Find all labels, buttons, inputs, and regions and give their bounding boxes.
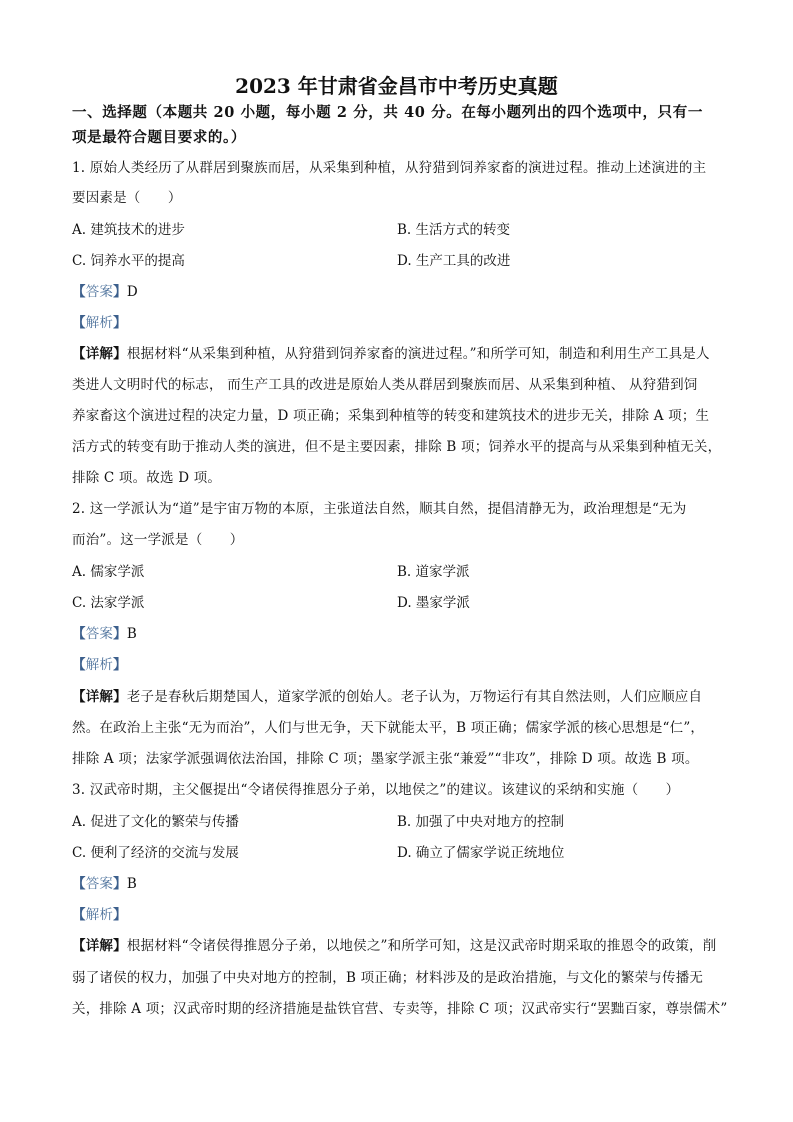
bracket-right: 】 [113, 876, 127, 892]
answer-value: D [126, 284, 138, 300]
detail-line: 养家畜这个演进过程的决定力量，D 项正确；采集到种植等的转变和建筑技术的进步无关，排除 A 项；生 [72, 408, 710, 424]
analysis-label: 解析 [85, 657, 114, 673]
detail-label: 【详解】 [72, 689, 127, 705]
answer-row [72, 624, 724, 644]
option-d: D. 墨家学派 [397, 595, 470, 611]
detail-line: 排除 A 项；法家学派强调依法治国，排除 C 项；墨家学派主张“兼爱”“非攻”，排除 D 项。故选 B 项。 [72, 751, 699, 767]
answer-row [72, 874, 724, 894]
analysis-label: 解析 [85, 315, 114, 331]
detail-text: 根据材料“令诸侯得推恩分子弟，以地侯之”和所学可知，这是汉武帝时期采取的推恩令的政策，削 [126, 938, 717, 954]
answer-value: B [126, 626, 137, 642]
answer-label: 答案 [85, 626, 114, 642]
bracket-left: 【 [72, 657, 86, 673]
analysis-label: 解析 [85, 907, 114, 923]
detail-line [72, 344, 724, 364]
detail-line: 然。在政治上主张“无为而治”，人们与世无争，天下就能太平，B 项正确；儒家学派的核心思想是“仁”， [72, 720, 705, 736]
option-a: A. 促进了文化的繁荣与传播 [72, 814, 239, 830]
bracket-right: 】 [113, 315, 127, 331]
answer-row [72, 282, 724, 302]
detail-line [72, 936, 724, 956]
detail-label: 【详解】 [72, 938, 127, 954]
analysis-row [72, 313, 724, 333]
question-stem-line: 2. 这一学派认为“道”是宇宙万物的本原，主张道法自然，顺其自然，提倡清静无为，政治理想是“无为 [72, 501, 687, 517]
section-header-line-1: 一、选择题（本题共 20 小题，每小题 2 分，共 40 分。在每小题列出的四个选项中，只有一 [72, 104, 703, 121]
detail-line: 活方式的转变有助于推动人类的演进，但不是主要因素，排除 B 项；饲养水平的提高与从采集到种植无关， [72, 439, 722, 455]
detail-text: 老子是春秋后期楚国人，道家学派的创始人。老子认为，万物运行有其自然法则，人们应顺应自 [126, 689, 703, 705]
bracket-right: 】 [113, 657, 127, 673]
detail-line: 弱了诸侯的权力，加强了中央对地方的控制，B 项正确；材料涉及的是政治措施，与文化的繁荣与传播无 [72, 970, 704, 986]
bracket-right: 】 [113, 907, 127, 923]
option-c: C. 法家学派 [72, 595, 145, 611]
detail-label: 【详解】 [72, 346, 127, 362]
option-b: B. 加强了中央对地方的控制 [397, 814, 565, 830]
option-a: A. 建筑技术的进步 [72, 222, 185, 238]
bracket-left: 【 [72, 315, 86, 331]
question-stem-line: 1. 原始人类经历了从群居到聚族而居，从采集到种植，从狩猎到饲养家畜的演进过程。推动上述演进的主 [72, 160, 707, 176]
answer-label: 答案 [85, 876, 114, 892]
bracket-right: 】 [113, 284, 127, 300]
detail-line: 排除 C 项。故选 D 项。 [72, 470, 222, 486]
section-header-line-2: 项是最符合题目要求的。） [72, 129, 246, 146]
page-title: 2023 年甘肃省金昌市中考历史真题 [235, 74, 558, 98]
bracket-right: 】 [113, 626, 127, 642]
option-c: C. 便利了经济的交流与发展 [72, 845, 239, 861]
bracket-left: 【 [72, 876, 86, 892]
option-d: D. 确立了儒家学说正统地位 [397, 845, 565, 861]
option-d: D. 生产工具的改进 [397, 253, 511, 269]
question-stem-line: 而治”。这一学派是（ ） [72, 532, 244, 548]
detail-line [72, 687, 724, 707]
analysis-row [72, 905, 724, 925]
option-b: B. 生活方式的转变 [397, 222, 511, 238]
bracket-left: 【 [72, 284, 86, 300]
detail-line: 关，排除 A 项；汉武帝时期的经济措施是盐铁官营、专卖等，排除 C 项；汉武帝实行“罢黜百家，尊崇儒术” [72, 1001, 728, 1017]
detail-text: 根据材料“从采集到种植，从狩猎到饲养家畜的演进过程。”和所学可知，制造和利用生产工具是人 [126, 346, 710, 362]
option-b: B. 道家学派 [397, 564, 470, 580]
question-stem-line: 要因素是（ ） [72, 190, 182, 206]
option-c: C. 饲养水平的提高 [72, 253, 185, 269]
question-stem-line: 3. 汉武帝时期，主父偃提出“令诸侯得推恩分子弟，以地侯之”的建议。该建议的采纳和实施（ ） [72, 782, 680, 798]
answer-value: B [126, 876, 137, 892]
option-a: A. 儒家学派 [72, 564, 145, 580]
bracket-left: 【 [72, 907, 86, 923]
answer-label: 答案 [85, 284, 114, 300]
bracket-left: 【 [72, 626, 86, 642]
analysis-row [72, 655, 724, 675]
detail-line: 类进人文明时代的标志， 而生产工具的改进是原始人类从群居到聚族而居、从采集到种植、 从狩猎到饲 [72, 377, 698, 393]
